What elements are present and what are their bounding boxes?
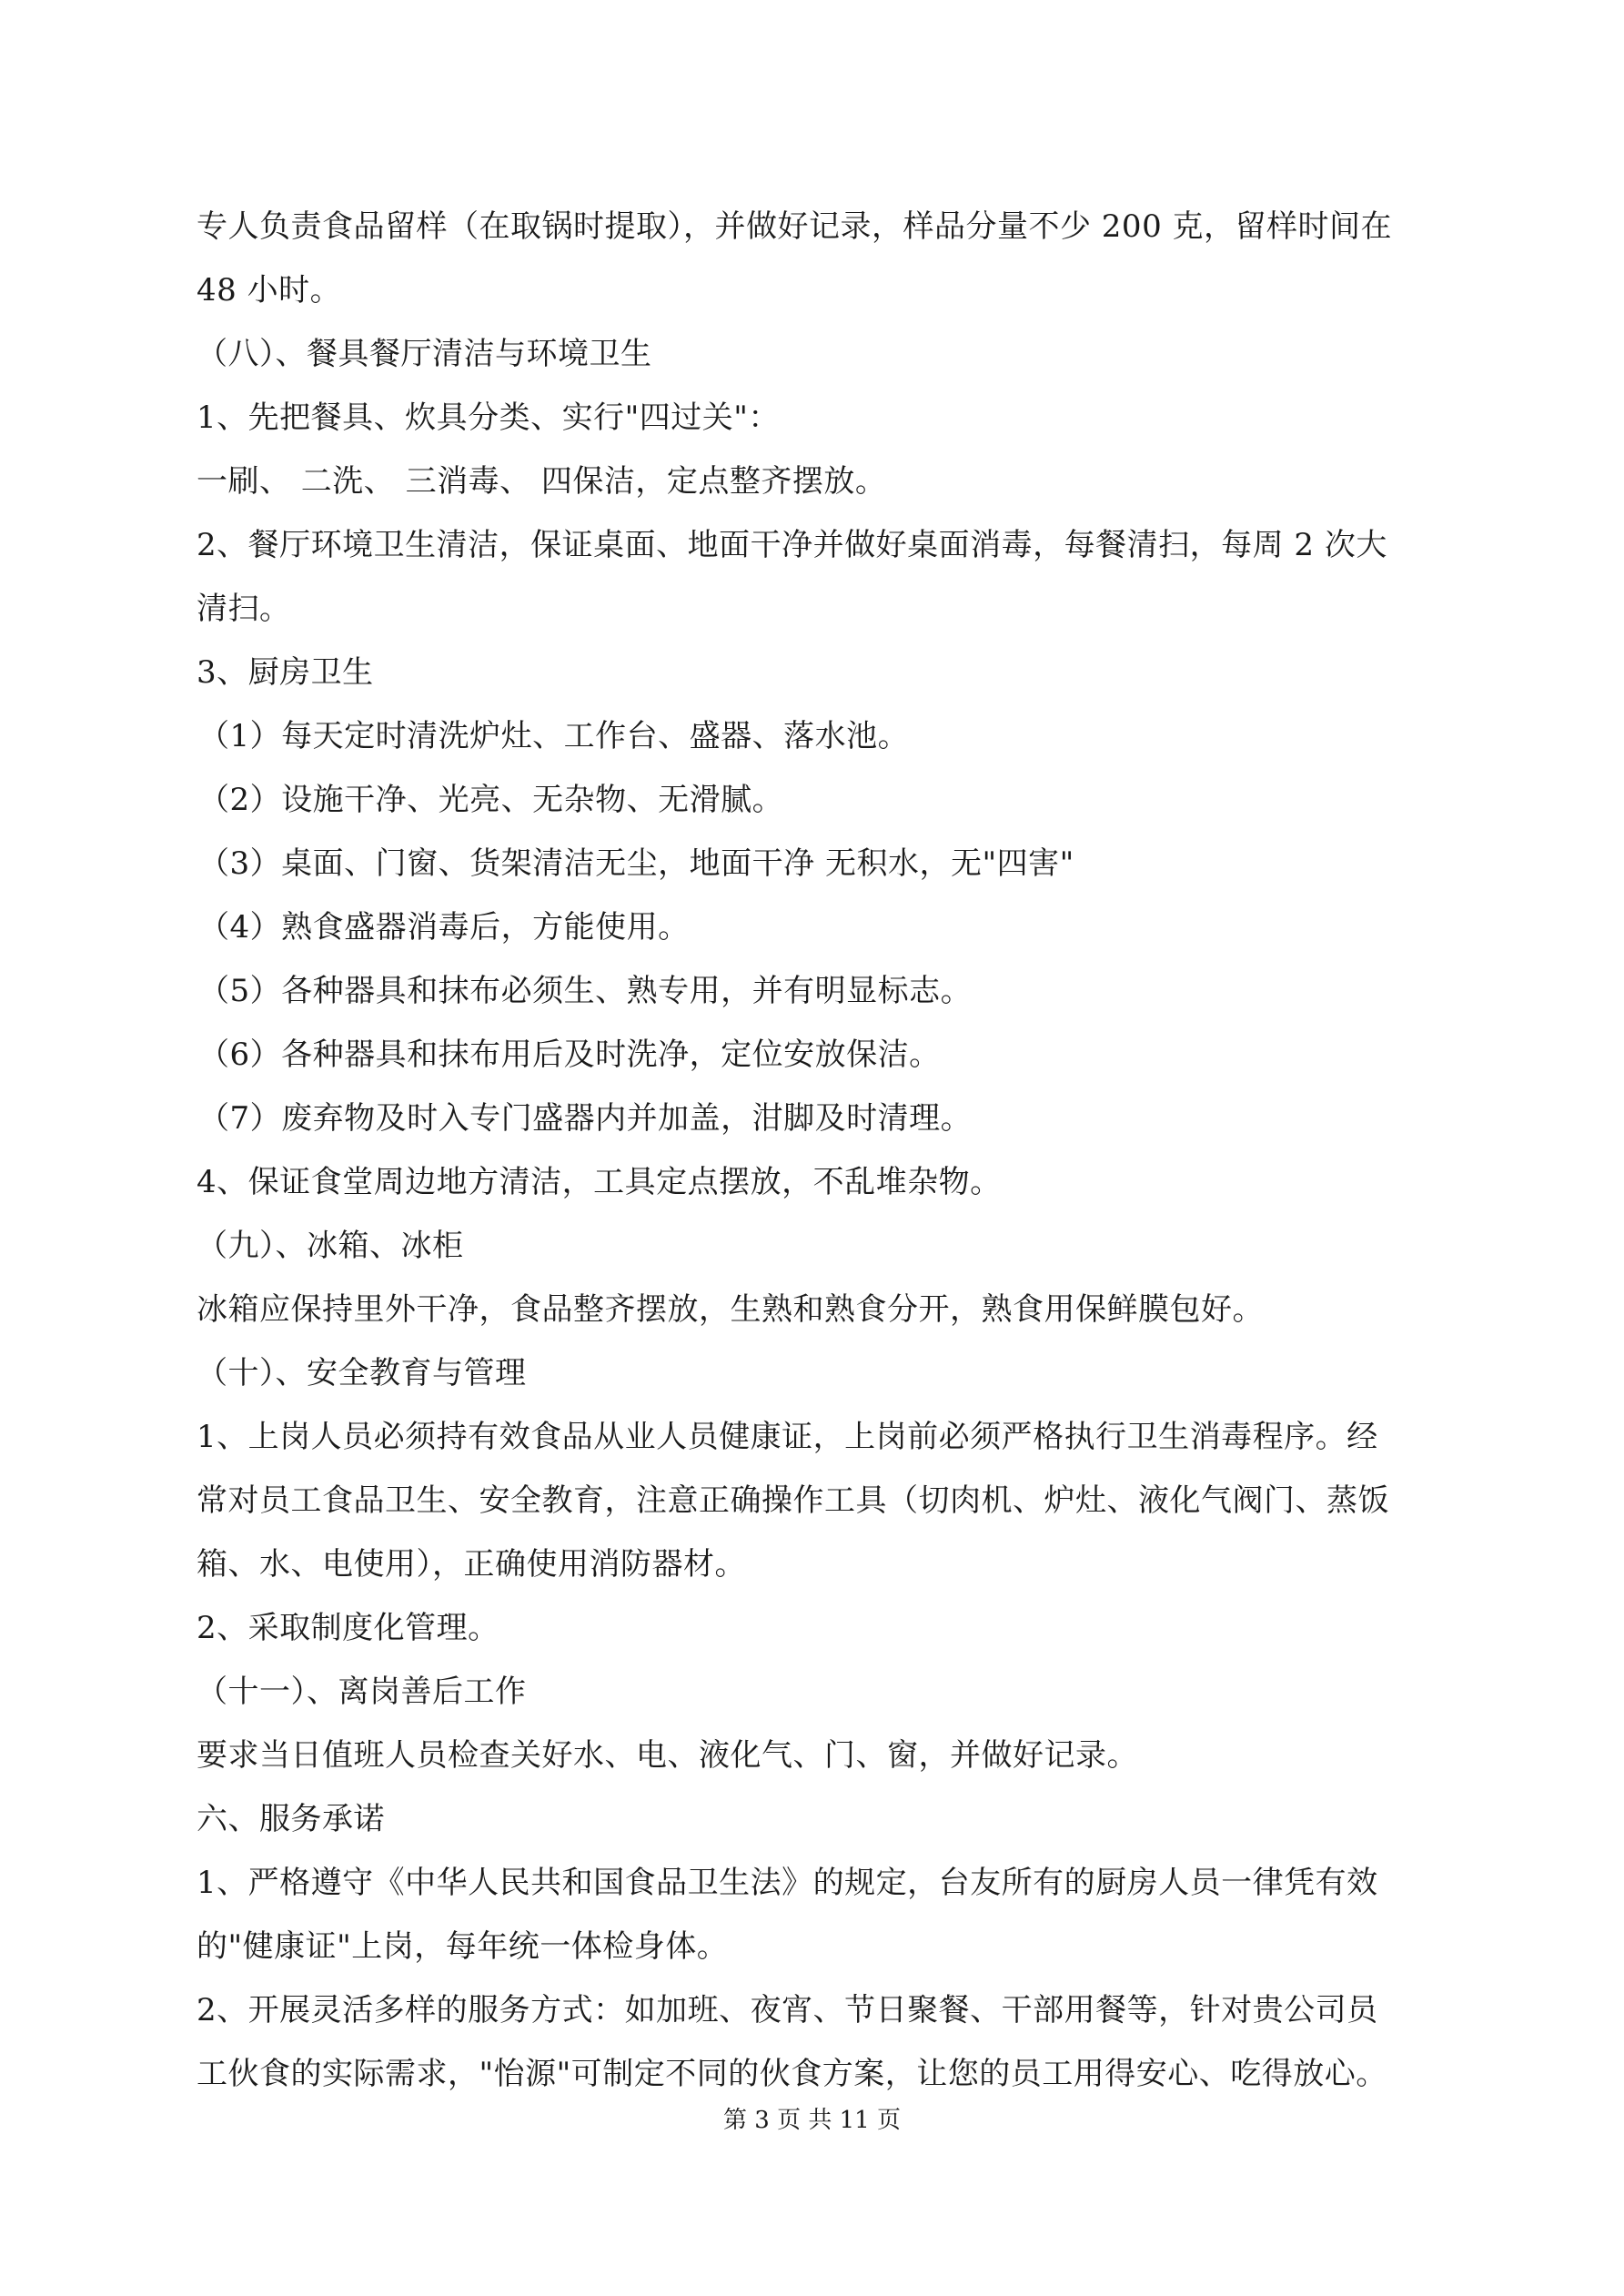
- list-item: （5）各种器具和抹布必须生、熟专用，并有明显标志。: [198, 973, 973, 1009]
- section-heading: （十）、安全教育与管理: [197, 1355, 527, 1391]
- list-item: （7）废弃物及时入专门盛器内并加盖，泔脚及时清理。: [198, 1100, 973, 1137]
- text-line: 48 小时。: [197, 272, 342, 308]
- text-line: 冰箱应保持里外干净，食品整齐摆放，生熟和熟食分开，熟食用保鲜膜包好。: [197, 1291, 1264, 1328]
- text-line: 1、上岗人员必须持有效食品从业人员健康证，上岗前必须严格执行卫生消毒程序。经: [197, 1419, 1378, 1455]
- list-item: （3）桌面、门窗、货架清洁无尘，地面干净 无积水，无"四害": [198, 845, 1074, 882]
- text-line: 1、严格遵守《中华人民共和国食品卫生法》的规定，台友所有的厨房人员一律凭有效: [197, 1865, 1378, 1901]
- section-heading: （九）、冰箱、冰柜: [197, 1228, 464, 1264]
- text-line: 2、开展灵活多样的服务方式：如加班、夜宵、节日聚餐、干部用餐等，针对贵公司员: [197, 1992, 1378, 2028]
- text-line: 常对员工食品卫生、安全教育，注意正确操作工具（切肉机、炉灶、液化气阀门、蒸饭: [197, 1482, 1389, 1519]
- text-line: 3、厨房卫生: [197, 654, 374, 691]
- section-heading: （十一）、离岗善后工作: [197, 1674, 527, 1710]
- list-item: （1）每天定时清洗炉灶、工作台、盛器、落水池。: [198, 718, 910, 754]
- text-line: 2、餐厅环境卫生清洁，保证桌面、地面干净并做好桌面消毒，每餐清扫，每周 2 次大: [197, 527, 1387, 563]
- section-heading: 六、服务承诺: [197, 1801, 385, 1837]
- text-line: 的"健康证"上岗，每年统一体检身体。: [197, 1928, 729, 1965]
- list-item: （2）设施干净、光亮、无杂物、无滑腻。: [198, 782, 784, 818]
- list-item: （4）熟食盛器消毒后，方能使用。: [198, 909, 690, 946]
- text-line: 箱、水、电使用），正确使用消防器材。: [197, 1546, 746, 1583]
- text-line: 一刷、 二洗、 三消毒、 四保洁，定点整齐摆放。: [197, 463, 887, 500]
- text-line: 2、采取制度化管理。: [197, 1610, 499, 1646]
- text-line: 工伙食的实际需求，"怡源"可制定不同的伙食方案，让您的员工用得安心、吃得放心。: [197, 2056, 1387, 2092]
- text-line: 专人负责食品留样（在取锅时提取），并做好记录，样品分量不少 200 克，留样时间在: [197, 208, 1393, 245]
- list-item: （6）各种器具和抹布用后及时洗净，定位安放保洁。: [198, 1037, 941, 1073]
- text-line: 1、先把餐具、炊具分类、实行"四过关"：: [197, 400, 780, 436]
- section-heading: （八）、餐具餐厅清洁与环境卫生: [197, 336, 652, 372]
- text-line: 清扫。: [197, 591, 291, 627]
- text-line: 4、保证食堂周边地方清洁，工具定点摆放，不乱堆杂物。: [197, 1164, 1002, 1200]
- document-body: [197, 195, 1452, 2106]
- text-line: 要求当日值班人员检查关好水、电、液化气、门、窗，并做好记录。: [197, 1737, 1138, 1774]
- page-number-footer: 第 3 页 共 11 页: [723, 2107, 901, 2134]
